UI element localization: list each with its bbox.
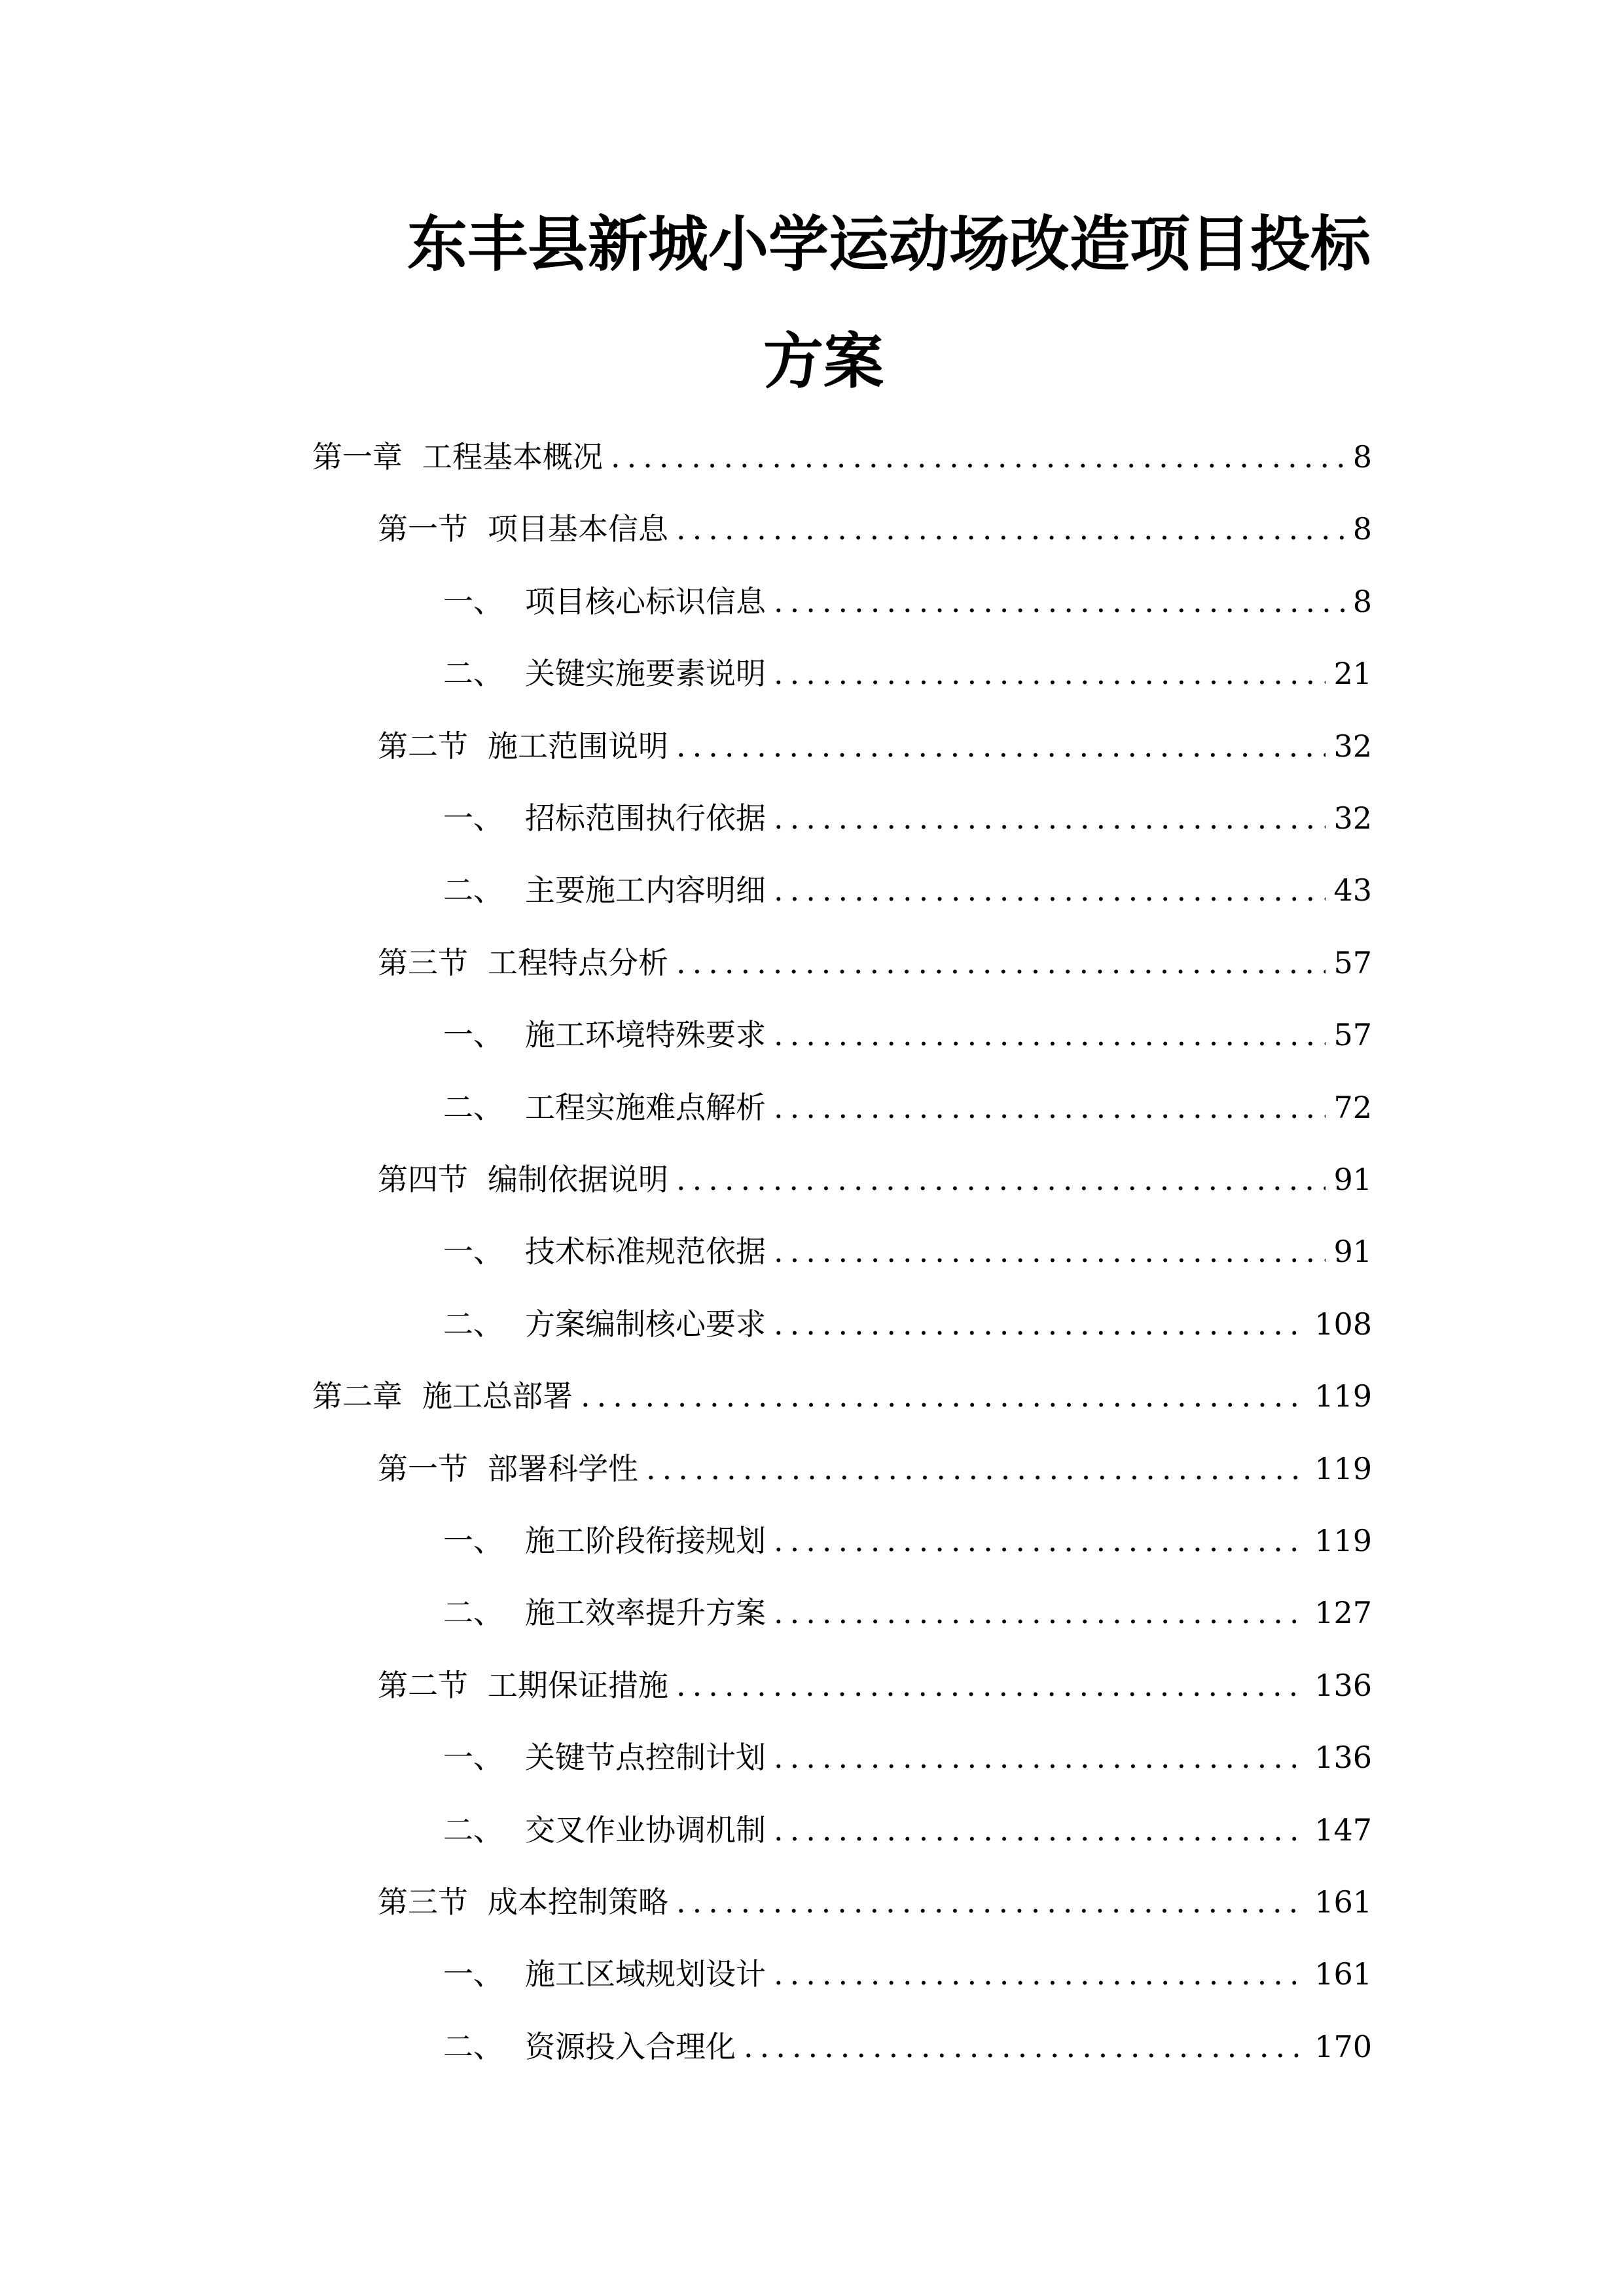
toc-page-number: 170: [1314, 2028, 1372, 2064]
toc-entry[interactable]: [443, 1298, 1372, 1344]
toc-entry[interactable]: [443, 1081, 1372, 1127]
toc-page-number: 8: [1352, 511, 1372, 547]
toc-dot-leader: [774, 1954, 1307, 1994]
toc-entry-label: [378, 1666, 668, 1705]
toc-dot-leader: [774, 1232, 1326, 1271]
toc-dot-leader: [774, 1521, 1307, 1560]
toc-entry-title: 工程基本概况: [422, 439, 603, 475]
toc-page-number: 21: [1333, 656, 1372, 692]
toc-dot-leader: [676, 509, 1345, 548]
toc-dot-leader: [676, 726, 1326, 766]
toc-entry-number: 第四节: [378, 1162, 468, 1197]
toc-page-number: 8: [1352, 439, 1372, 475]
toc-entry[interactable]: [378, 1153, 1372, 1199]
toc-entry-label: [443, 1593, 766, 1632]
toc-entry[interactable]: [443, 575, 1372, 621]
toc-entry[interactable]: [443, 1587, 1372, 1632]
toc-entry-label: [312, 1376, 573, 1416]
toc-entry-number: 二、: [443, 1812, 503, 1848]
toc-entry-label: [443, 582, 766, 621]
toc-entry-title: 主要施工内容明细: [525, 872, 766, 908]
toc-entry[interactable]: [443, 864, 1372, 910]
toc-entry[interactable]: [443, 1804, 1372, 1850]
toc-entry-title: 交叉作业协调机制: [525, 1812, 766, 1848]
toc-dot-leader: [676, 943, 1326, 982]
toc-dot-leader: [774, 654, 1326, 693]
toc-dot-leader: [774, 1738, 1307, 1777]
toc-entry-title: 部署科学性: [488, 1450, 638, 1486]
toc-entry-label: [443, 1738, 766, 1777]
toc-entry-number: 一、: [443, 1740, 503, 1776]
toc-entry-title: 施工总部署: [422, 1378, 573, 1414]
toc-entry[interactable]: [443, 647, 1372, 693]
toc-entry-label: [443, 798, 766, 838]
toc-dot-leader: [646, 1449, 1307, 1488]
toc-entry[interactable]: [378, 1876, 1372, 1922]
toc-page-number: 119: [1314, 1523, 1372, 1558]
toc-entry-number: 一、: [443, 1523, 503, 1558]
toc-entry[interactable]: [312, 431, 1372, 476]
toc-entry-title: 施工阶段衔接规划: [525, 1523, 766, 1558]
toc-entry-title: 项目基本信息: [488, 511, 668, 547]
toc-entry-label: [312, 437, 603, 476]
toc-entry-title: 施工效率提升方案: [525, 1595, 766, 1631]
toc-entry[interactable]: [443, 1948, 1372, 1994]
toc-entry[interactable]: [443, 1009, 1372, 1054]
toc-entry-title: 编制依据说明: [488, 1162, 668, 1197]
toc-page-number: 57: [1333, 1017, 1372, 1053]
toc-entry-number: 第一章: [312, 439, 403, 475]
toc-page-number: 108: [1314, 1306, 1372, 1342]
toc-entry-number: 一、: [443, 1956, 503, 1992]
toc-page-number: 32: [1333, 728, 1372, 764]
toc-entry-number: 二、: [443, 2028, 503, 2064]
toc-page-number: 91: [1333, 1162, 1372, 1197]
toc-page-number: 147: [1314, 1812, 1372, 1848]
toc-dot-leader: [611, 437, 1345, 476]
toc-page-number: 136: [1314, 1740, 1372, 1776]
toc-entry-title: 施工环境特殊要求: [525, 1017, 766, 1053]
toc-dot-leader: [774, 1304, 1307, 1344]
toc-entry-title: 成本控制策略: [488, 1884, 668, 1920]
toc-entry-number: 一、: [443, 1017, 503, 1053]
toc-entry-number: 二、: [443, 1089, 503, 1125]
toc-entry[interactable]: [443, 1731, 1372, 1777]
toc-entry[interactable]: [378, 937, 1372, 982]
toc-dot-leader: [774, 870, 1326, 910]
toc-entry-title: 方案编制核心要求: [525, 1306, 766, 1342]
toc-entry-title: 施工范围说明: [488, 728, 668, 764]
toc-entry-label: [443, 654, 766, 693]
toc-entry-label: [443, 2027, 736, 2066]
toc-entry-title: 关键实施要素说明: [525, 656, 766, 692]
toc-entry-number: 第一节: [378, 1450, 468, 1486]
toc-page-number: 127: [1314, 1595, 1372, 1631]
toc-dot-leader: [774, 1088, 1326, 1127]
toc-entry-title: 资源投入合理化: [525, 2028, 736, 2064]
toc-entry-label: [378, 1882, 668, 1922]
toc-entry-label: [443, 1810, 766, 1850]
toc-entry[interactable]: [443, 792, 1372, 838]
toc-entry-label: [443, 870, 766, 910]
toc-entry-label: [378, 509, 668, 548]
toc-entry-label: [443, 1015, 766, 1054]
toc-entry-title: 工期保证措施: [488, 1667, 668, 1703]
toc-dot-leader: [744, 2027, 1307, 2066]
toc-dot-leader: [774, 582, 1345, 621]
toc-page-number: 91: [1333, 1234, 1372, 1270]
toc-entry[interactable]: [378, 503, 1372, 548]
toc-entry-label: [443, 1954, 766, 1994]
toc-dot-leader: [676, 1666, 1307, 1705]
toc-page-number: 72: [1333, 1089, 1372, 1125]
toc-entry-label: [443, 1521, 766, 1560]
toc-dot-leader: [774, 1015, 1326, 1054]
toc-entry-title: 工程特点分析: [488, 944, 668, 980]
toc-entry[interactable]: [378, 1659, 1372, 1705]
toc-entry-title: 招标范围执行依据: [525, 800, 766, 836]
toc-entry-title: 技术标准规范依据: [525, 1234, 766, 1270]
toc-page-number: 32: [1333, 800, 1372, 836]
toc-dot-leader: [676, 1160, 1326, 1199]
toc-page-number: 161: [1314, 1956, 1372, 1992]
toc-entry-label: [443, 1088, 766, 1127]
toc-entry-label: [443, 1304, 766, 1344]
toc-entry-number: 一、: [443, 583, 503, 619]
toc-page-number: 43: [1333, 872, 1372, 908]
toc-page-number: 136: [1314, 1667, 1372, 1703]
toc-entry-number: 第二节: [378, 728, 468, 764]
toc-entry-number: 第一节: [378, 511, 468, 547]
toc-dot-leader: [774, 1810, 1307, 1850]
toc-dot-leader: [676, 1882, 1307, 1922]
toc-entry-number: 二、: [443, 872, 503, 908]
toc-entry-number: 第三节: [378, 944, 468, 980]
toc-entry-number: 第三节: [378, 1884, 468, 1920]
toc-entry-number: 一、: [443, 1234, 503, 1270]
toc-entry-number: 二、: [443, 656, 503, 692]
toc-entry-number: 第二节: [378, 1667, 468, 1703]
toc-entry-label: [378, 1449, 638, 1488]
toc-entry[interactable]: [378, 1443, 1372, 1488]
toc-page-number: 57: [1333, 944, 1372, 980]
toc-entry-number: 一、: [443, 800, 503, 836]
toc-entry-title: 工程实施难点解析: [525, 1089, 766, 1125]
toc-dot-leader: [581, 1376, 1307, 1416]
toc-entry[interactable]: [312, 1370, 1372, 1416]
toc-page-number: 119: [1314, 1450, 1372, 1486]
toc-entry-number: 第二章: [312, 1378, 403, 1414]
toc-entry-label: [378, 943, 668, 982]
toc-entry-number: 二、: [443, 1595, 503, 1631]
toc-page-number: 8: [1352, 583, 1372, 619]
toc-entry[interactable]: [443, 1225, 1372, 1271]
toc-dot-leader: [774, 1593, 1307, 1632]
toc-entry-title: 项目核心标识信息: [525, 583, 766, 619]
toc-entry[interactable]: [443, 2020, 1372, 2066]
toc-entry-title: 关键节点控制计划: [525, 1740, 766, 1776]
toc-dot-leader: [774, 798, 1326, 838]
toc-entry-title: 施工区域规划设计: [525, 1956, 766, 1992]
toc-entry-label: [378, 1160, 668, 1199]
toc-entry-number: 二、: [443, 1306, 503, 1342]
toc-entry[interactable]: [378, 720, 1372, 766]
toc-page-number: 119: [1314, 1378, 1372, 1414]
toc-entry-label: [378, 726, 668, 766]
document-title-line-2: 方案: [763, 326, 884, 397]
toc-page-number: 161: [1314, 1884, 1372, 1920]
toc-entry[interactable]: [443, 1515, 1372, 1560]
document-title-line-1: 东丰县新城小学运动场改造项目投标: [406, 209, 1371, 279]
toc-entry-label: [443, 1232, 766, 1271]
